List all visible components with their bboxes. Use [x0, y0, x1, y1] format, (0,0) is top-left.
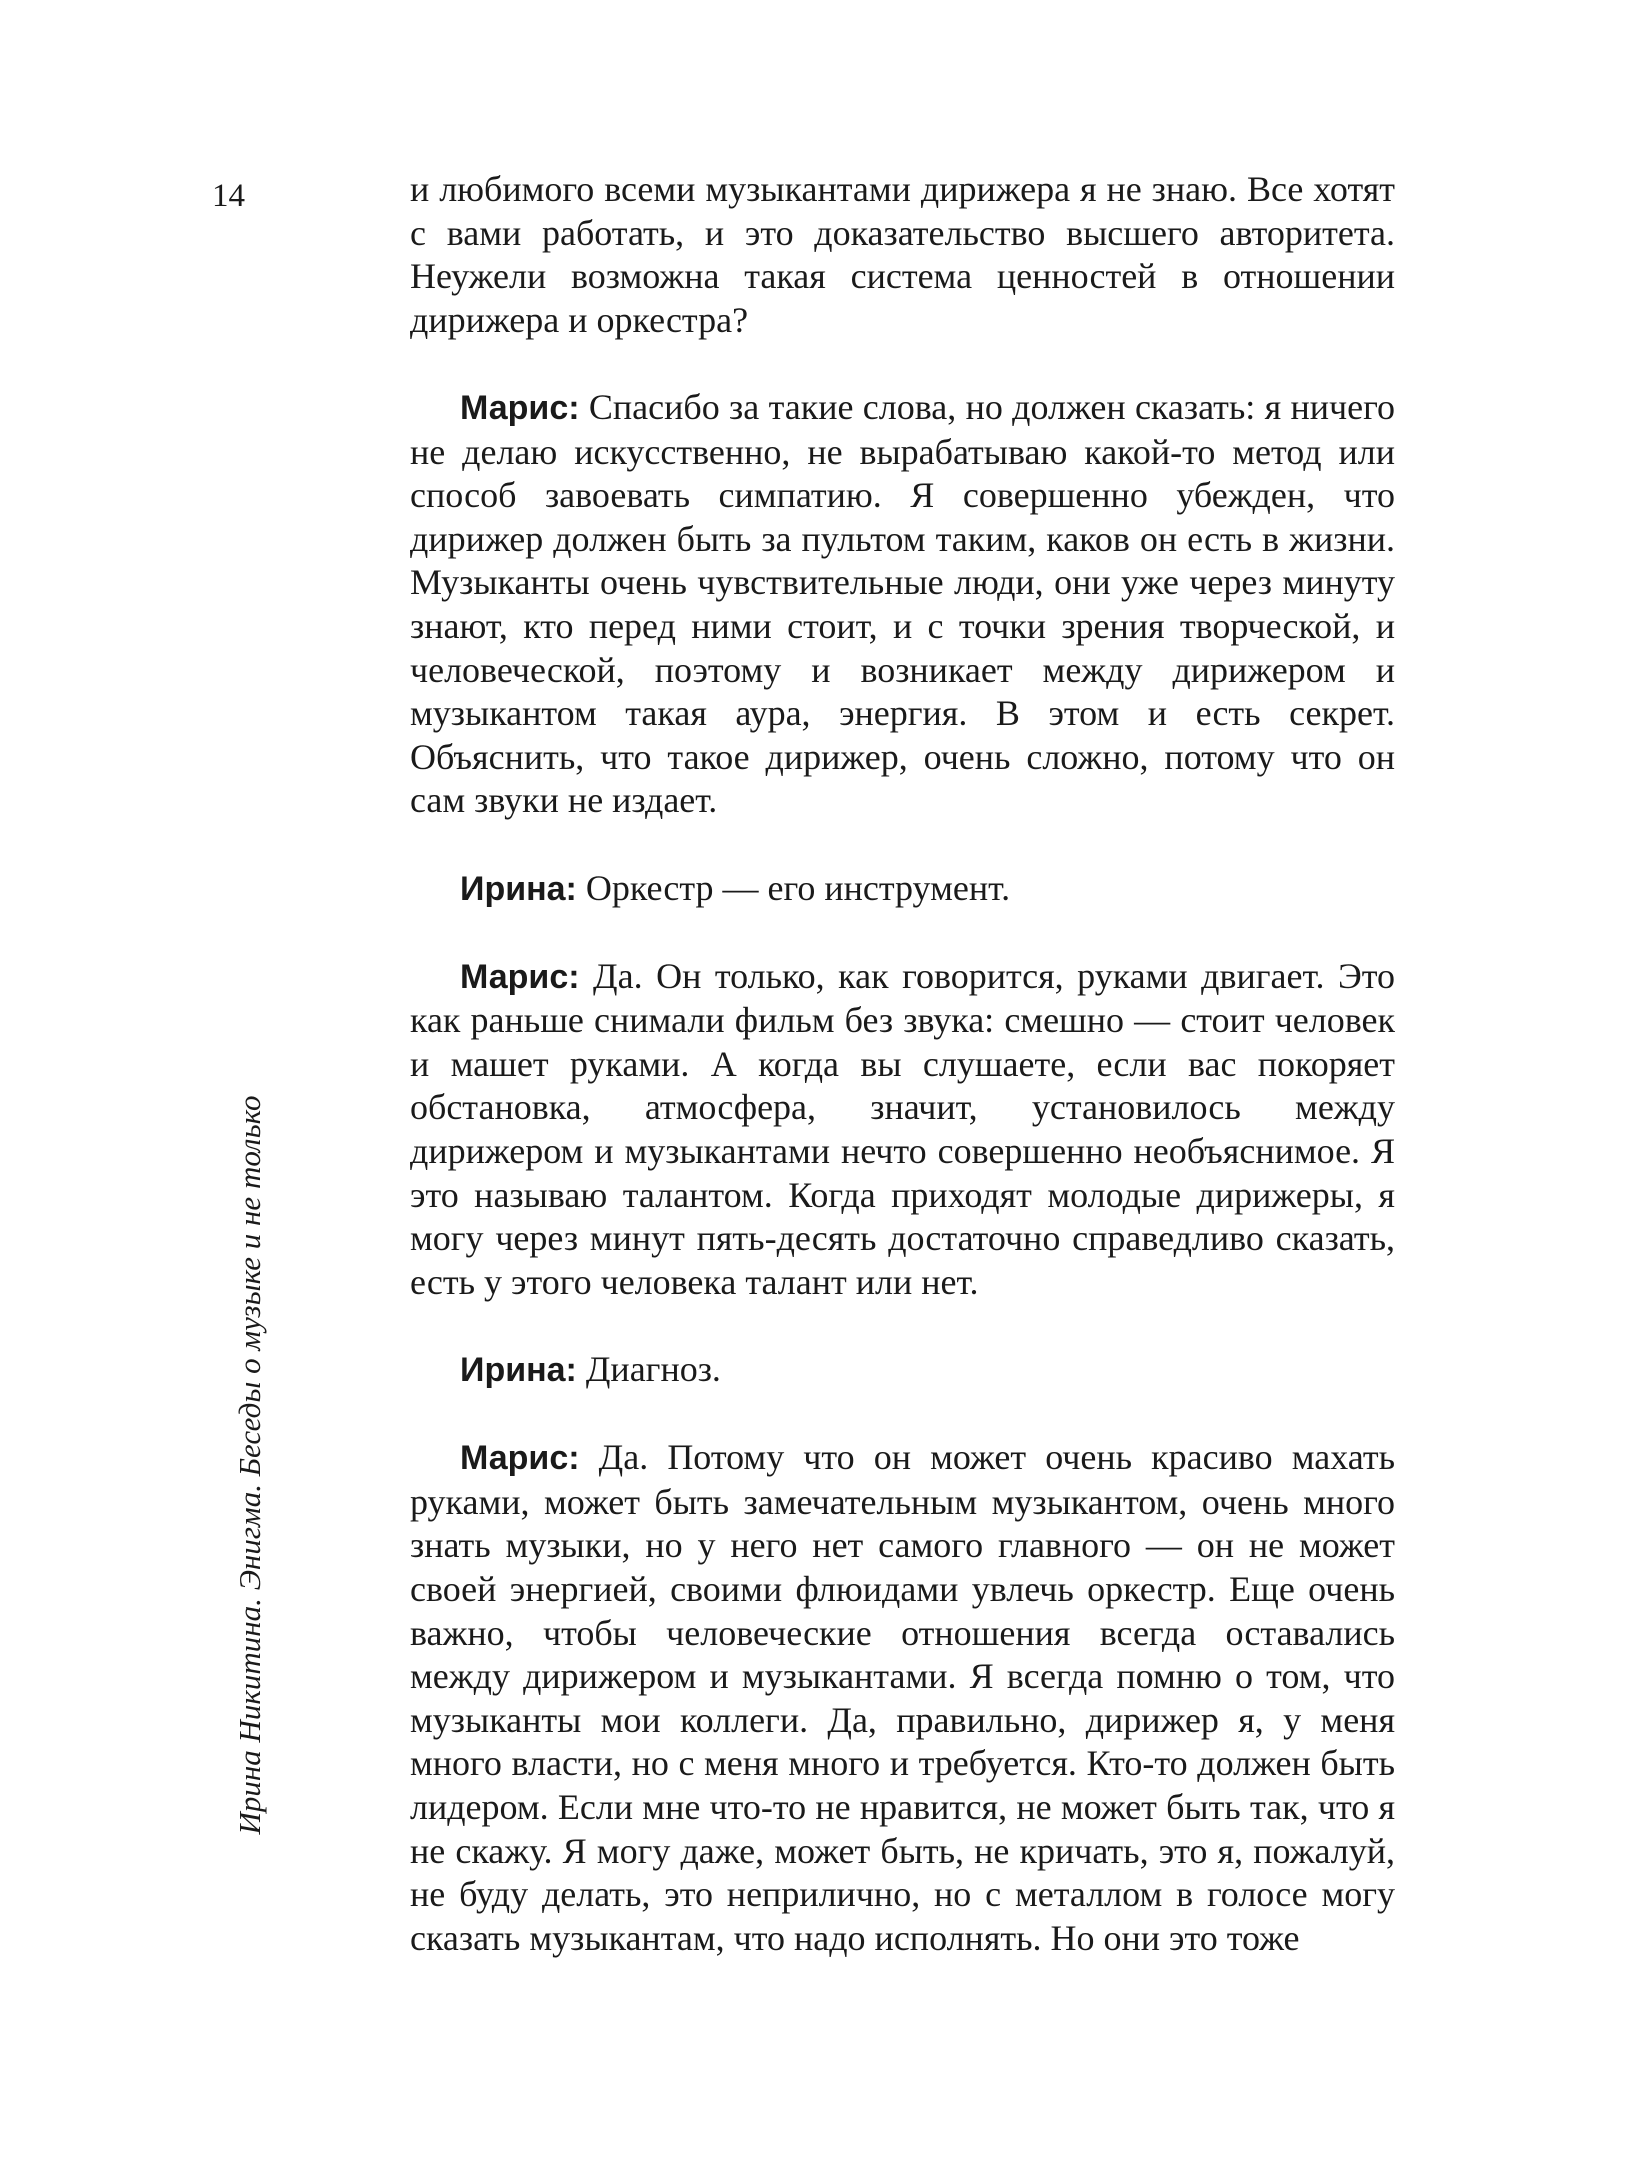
- speaker-name: Марис:: [460, 388, 580, 427]
- text-body: [410, 168, 1395, 1960]
- speaker-name: Марис:: [460, 957, 580, 996]
- dialogue-paragraph: [410, 955, 1395, 1305]
- dialogue-paragraph: [410, 1436, 1395, 1960]
- paragraph-text: Да. Потому что он может очень красиво махать руками, может быть замечательным музыкантом, очень много знать музыки, но у него нет самого главного — он не может своей энергией, своими флюидами увлечь оркестр. Еще очень важно, чтобы человеческие отношения всегда оставались между дирижером и музыкантами. Я всегда помню о том, что музыканты мои коллеги. Да, правильно, дирижер я, у меня много власти, но с меня много и требуется. Кто-то должен быть лидером. Если мне что-то не нравится, не может быть так, что я не скажу. Я могу даже, может быть, не кричать, это я, пожалуй, не буду делать, это неприлично, но с металлом в голосе могу сказать музыкантам, что надо исполнять. Но они это тоже: [410, 1437, 1395, 1958]
- page-number: 14: [212, 178, 245, 214]
- dialogue-paragraph: [410, 1348, 1395, 1393]
- dialogue-paragraph: [410, 386, 1395, 823]
- paragraph-text: Спасибо за такие слова, но должен сказать: я ничего не делаю искусственно, не вырабатываю какой-то метод или способ завоевать симпатию. Я совершенно убежден, что дирижер должен быть за пультом таким, каков он есть в жизни. Музыканты очень чувствительные люди, они уже через минуту знают, кто перед ними стоит, и с точки зрения творческой, и человеческой, поэтому и возникает между дирижером и музыкантом такая аура, энергия. В этом и есть секрет. Объяснить, что такое дирижер, очень сложно, потому что он сам звуки не издает.: [410, 386, 1395, 821]
- speaker-name: Марис:: [460, 1439, 580, 1478]
- running-head: Ирина Никитина. Энигма. Беседы о музыке и не только: [232, 1095, 267, 1835]
- paragraph-text: и любимого всеми музыкантами дирижера я не знаю. Все хотят с вами работать, и это доказательство высшего авторитета. Неужели возможна такая система ценностей в отношении дирижера и оркестра?: [410, 169, 1395, 340]
- dialogue-paragraph: [410, 867, 1395, 912]
- speaker-name: Ирина:: [460, 1351, 577, 1390]
- paragraph-continuation: [410, 168, 1395, 342]
- paragraph-text: Диагноз.: [576, 1349, 721, 1390]
- paragraph-text: Да. Он только, как говорится, руками двигает. Это как раньше снимали фильм без звука: смешно — стоит человек и машет руками. А когда вы слушаете, если вас покоряет обстановка, атмосфера, значит, установилось между дирижером и музыкантами нечто совершенно необъяснимое. Я это называю талантом. Когда приходят молодые дирижеры, я могу через минут пять-десять достаточно справедливо сказать, есть у этого человека талант или нет.: [410, 955, 1395, 1302]
- paragraph-text: Оркестр — его инструмент.: [576, 867, 1011, 908]
- speaker-name: Ирина:: [460, 869, 577, 908]
